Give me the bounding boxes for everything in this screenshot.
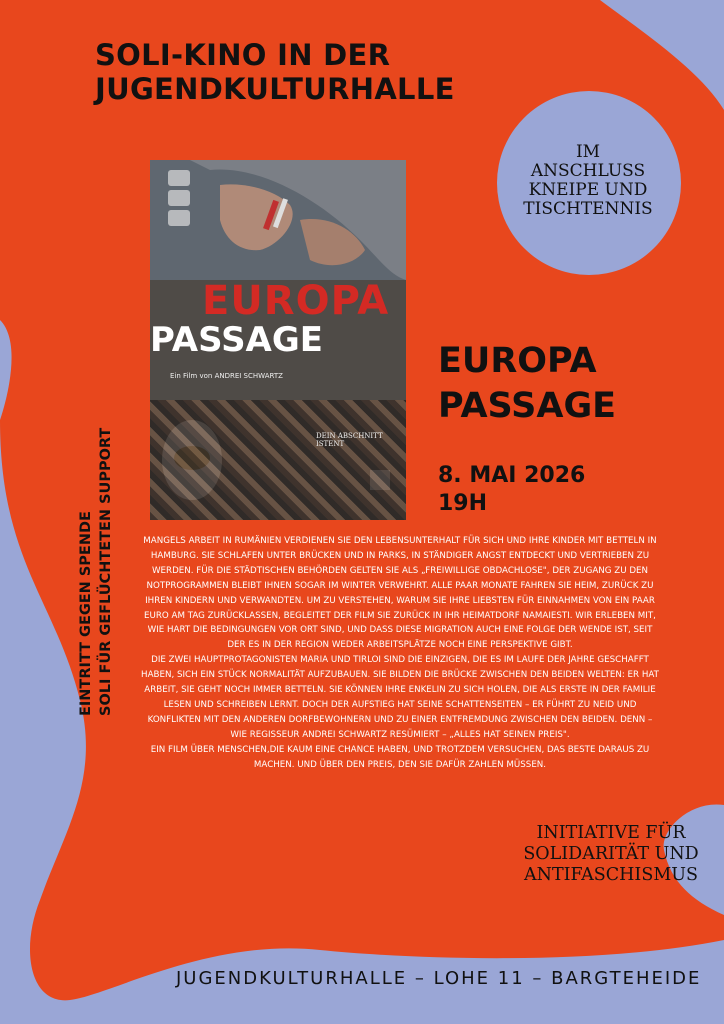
circle-line-3: KNEIPE UND <box>528 180 648 200</box>
page-title <box>95 38 455 106</box>
circle-line-2: ANSCHLUSS <box>530 161 646 181</box>
circle-note <box>498 143 678 219</box>
entry-line-1: EINTRITT GEGEN SPENDE <box>78 511 94 716</box>
poster-title-red: EUROPA <box>202 278 390 324</box>
award-laurel-2 <box>168 190 190 206</box>
description-paragraph-1: MANGELS ARBEIT IN RUMÄNIEN VERDIENEN SIE DEN LEBENSUNTERHALT FÜR SICH UND IHRE KINDER MIT BETTELN IN HAMBURG. SIE SCHLAFEN UNTER BRÜCKEN UND IN PARKS, IN STÄNDIGER ANGST ENTDECKT UND VERTRIEBEN ZU WERDEN. FÜR DIE STÄDTISCHEN BEHÖRDEN GELTEN SIE ALS „FREIWILLIGE OBDACHLOSE", DER ZUGANG ZU DEN NOTPROGRAMMEN BLEIBT IHNEN SOGAR IM WINTER VERWEHRT. ALLE PAAR MONATE FAHREN SIE HEIM, ZURÜCK ZU IHREN KINDERN UND VERWANDTEN. UM ZU VERSTEHEN, WARUM SIE IHRE LIEBSTEN FÜR EINNAHMEN VON EIN PAAR EURO AM TAG ZURÜCKLASSEN, BEGLEITET DER FILM SIE ZURÜCK IN IHR HEIMATDORF NAMAIESTI. WIR ERLEBEN MIT, WIE HART DIE BEDINGUNGEN VOR ORT SIND, UND DASS DIESE MIGRATION AUCH EINE FOLGE DER WENDE IST, SEIT DER ES IN DER REGION WEDER ARBEITSPLÄTZE NOCH EINE PERSPEKTIVE GIBT. <box>143 536 657 651</box>
event-date: 8. MAI 2026 <box>438 463 586 488</box>
award-laurel-1 <box>168 170 190 186</box>
event-datetime <box>438 462 585 518</box>
title-line-2: JUGENDKULTURHALLE <box>95 72 455 106</box>
venue-address: JUGENDKULTURHALLE – LOHE 11 – BARGTEHEIDE <box>176 968 702 989</box>
award-laurel-3 <box>168 210 190 226</box>
movie-title-line-1: EUROPA <box>438 341 597 381</box>
organizer-name <box>505 823 717 886</box>
film-description <box>140 534 660 773</box>
circle-line-1: IM <box>575 142 601 162</box>
organizer-line-2: SOLIDARITÄT UND <box>523 844 699 864</box>
poster-subtitle: Ein Film von ANDREI SCHWARTZ <box>170 372 283 380</box>
title-line-1: SOLI-KINO IN DER <box>95 38 391 72</box>
poster-title-white: PASSAGE <box>150 320 324 360</box>
organizer-line-1: INITIATIVE FÜR <box>536 823 686 843</box>
circle-line-4: TISCHTENNIS <box>523 199 653 219</box>
description-paragraph-2: DIE ZWEI HAUPTPROTAGONISTEN MARIA UND TIRLOI SIND DIE EINZIGEN, DIE ES IM LAUFE DER JAHRE GESCHAFFT HABEN, SICH EIN STÜCK NORMALITÄT AUFZUBAUEN. SIE BILDEN DIE BRÜCKE ZWISCHEN DEN BEIDEN WELTEN: ER HAT ARBEIT, SIE GEHT NOCH IMMER BETTELN. SIE KÖNNEN IHRE ENKELIN ZU SICH HOLEN, DIE ALS ERSTE IN DER FAMILIE LESEN UND SCHREIBEN LERNT. DOCH DER AUFSTIEG HAT SEINE SCHATTENSEITEN – ER FÜHRT ZU NEID UND KONFLIKTEN MIT DEN ANDEREN DORFBEWOHNERN UND ZU EINER ENTFREMDUNG ZWISCHEN DEN BEIDEN. DENN – WIE REGISSEUR ANDREI SCHWARTZ RESÜMIERT – „ALLES HAT SEINEN PREIS". <box>141 655 659 740</box>
entry-info <box>76 376 116 716</box>
event-time: 19H <box>438 491 488 516</box>
movie-title-line-2: PASSAGE <box>438 386 617 426</box>
movie-title <box>438 339 616 429</box>
entry-line-2: SOLI FÜR GEFLÜCHTETEN SUPPORT <box>98 427 114 716</box>
organizer-line-3: ANTIFASCHISMUS <box>524 865 698 885</box>
poster-tagline: DEIN ABSCHNITT ISTENT <box>316 432 383 448</box>
movie-poster <box>150 160 406 520</box>
carpet-pattern <box>150 400 406 520</box>
description-paragraph-3: EIN FILM ÜBER MENSCHEN,DIE KAUM EINE CHANCE HABEN, UND TROTZDEM VERSUCHEN, DAS BESTE DARAUS ZU MACHEN. UND ÜBER DEN PREIS, DEN SIE DAFÜR ZAHLEN MÜSSEN. <box>150 744 650 770</box>
